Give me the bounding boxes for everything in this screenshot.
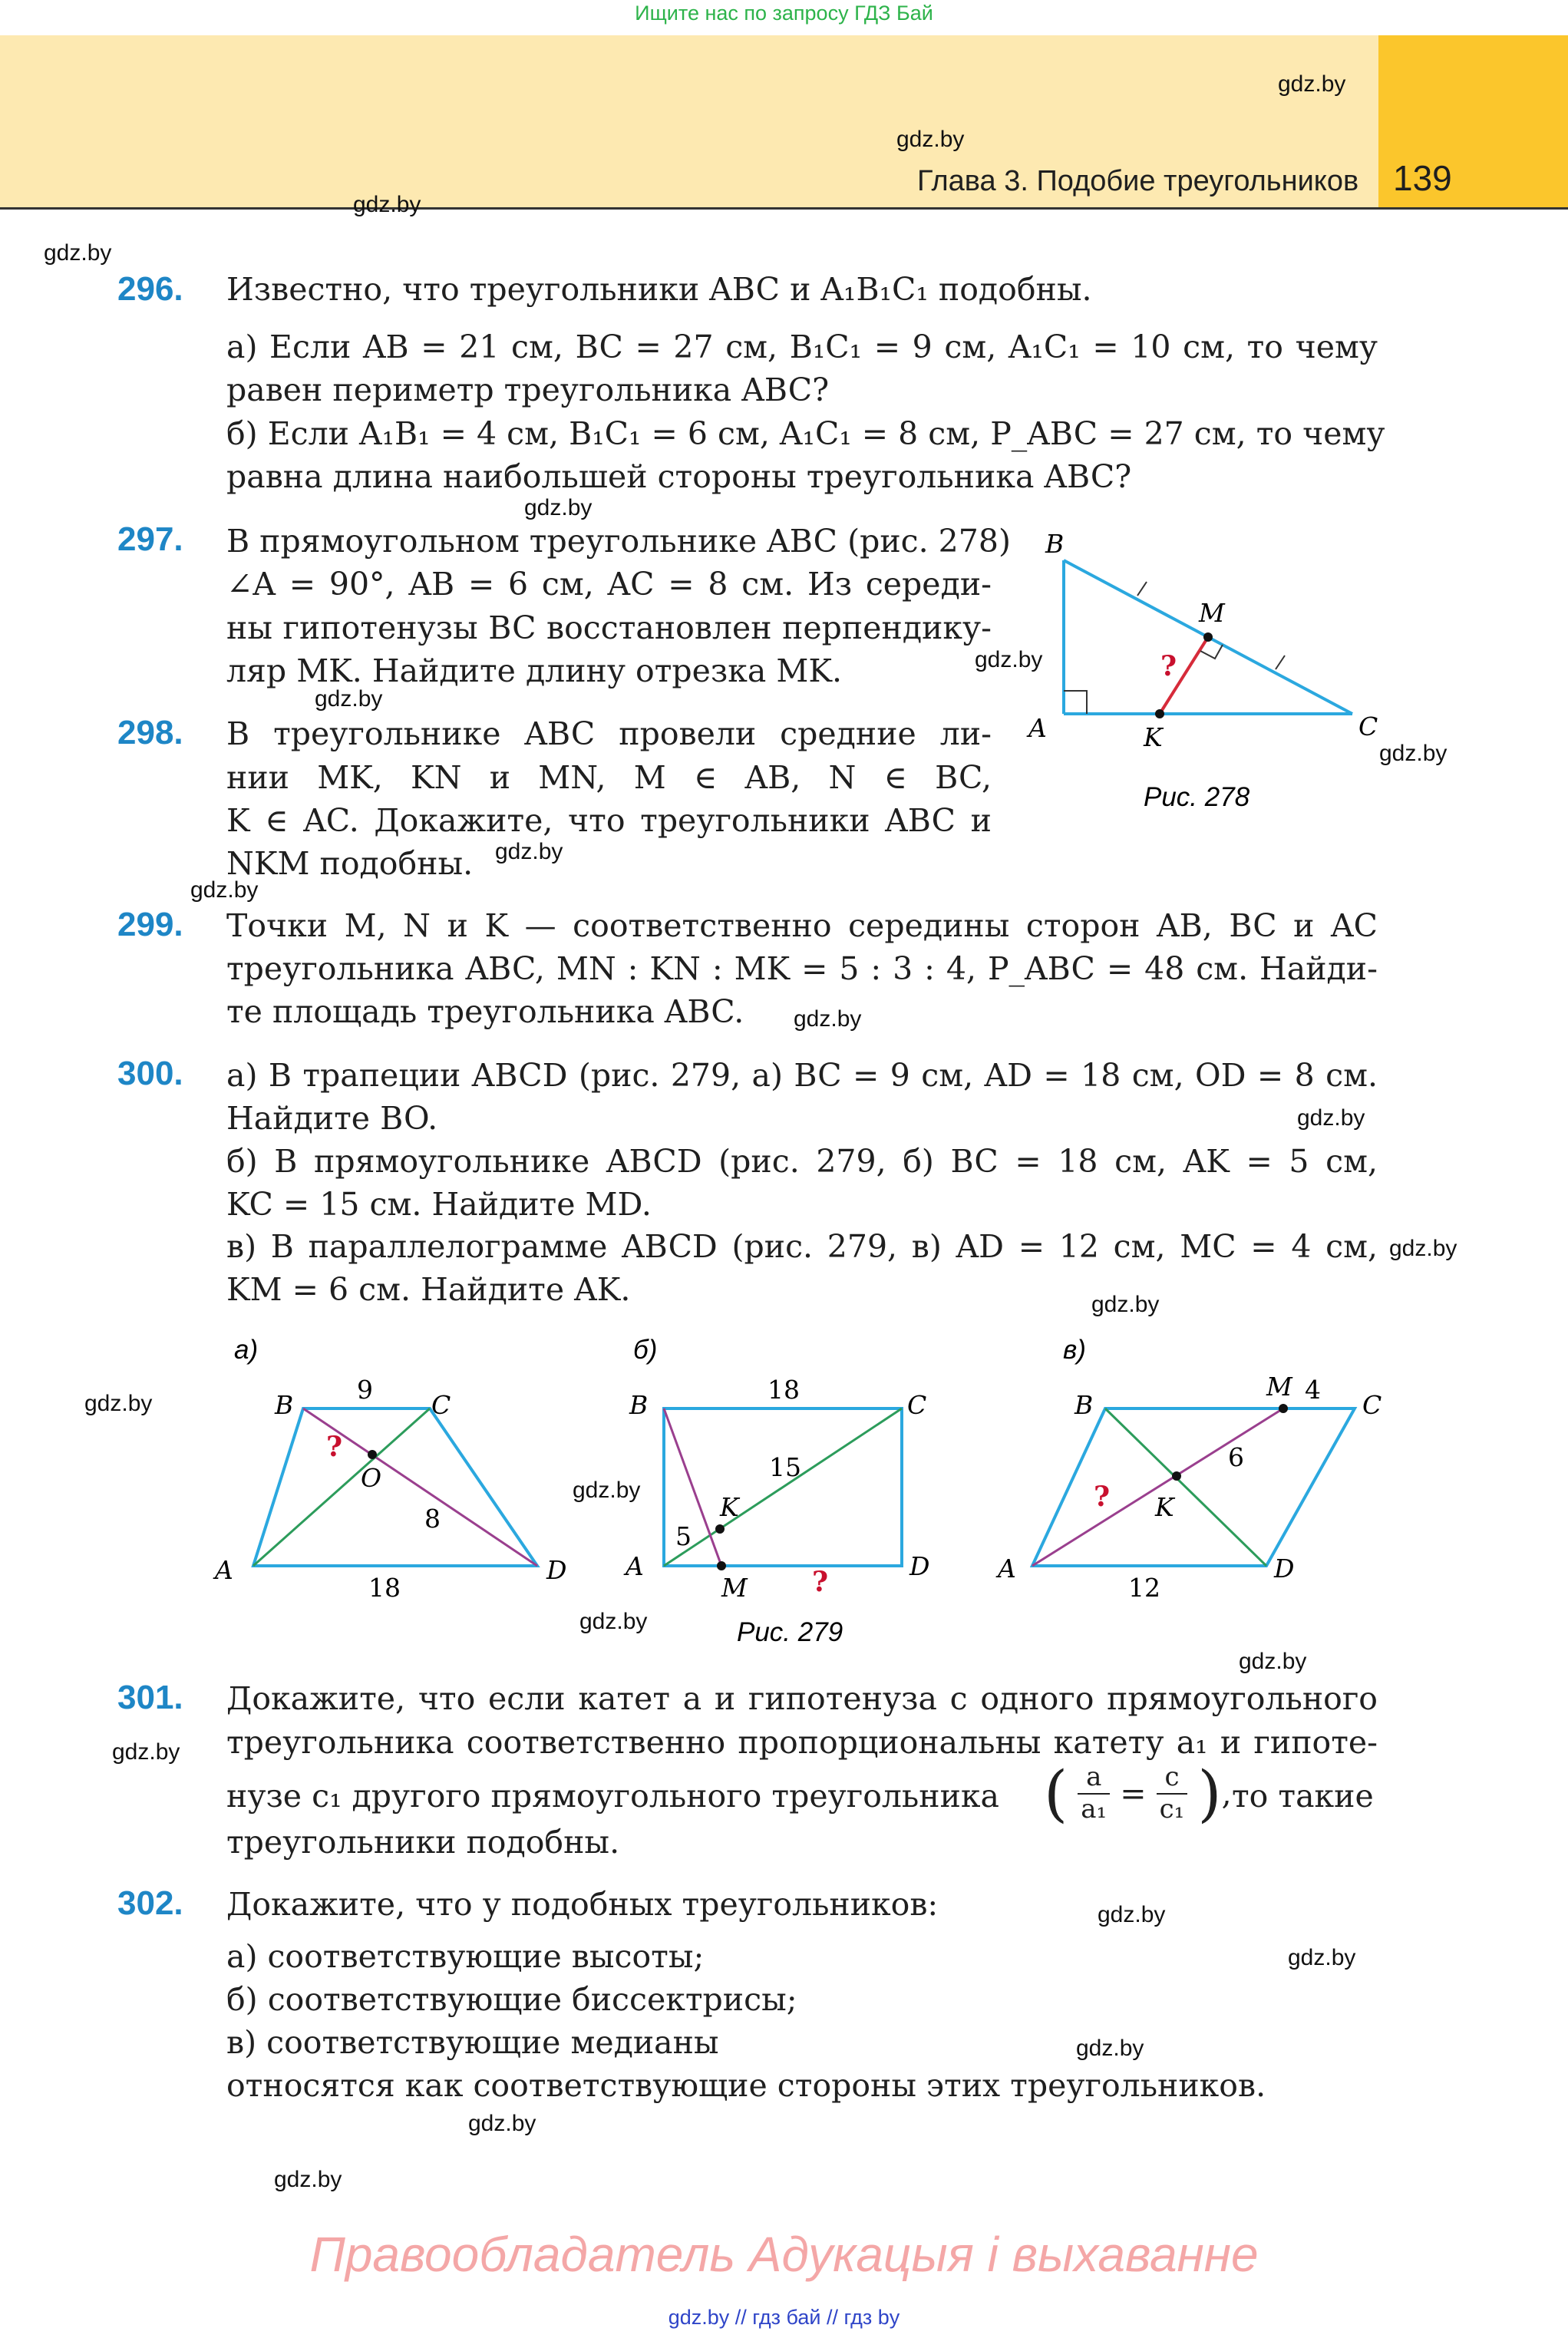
- watermark: gdz.by: [1098, 1902, 1166, 1927]
- label-m: M: [721, 1573, 748, 1603]
- figure-279-a: [213, 1335, 566, 1603]
- problem-text: В треугольнике ABC провели средние ли-: [226, 715, 992, 752]
- label-k: K: [1155, 1492, 1174, 1522]
- label-c: C: [907, 1390, 927, 1420]
- point-k: [715, 1524, 725, 1534]
- subfigure-tag: б): [633, 1335, 658, 1365]
- figure-279-c: [995, 1335, 1381, 1603]
- problem-text: б) Если A₁B₁ = 4 см, B₁C₁ = 6 см, A₁C₁ = 8 см, P_ABC = 27 см, то чему: [226, 415, 1385, 452]
- watermark: gdz.by: [579, 1609, 648, 1634]
- length-bc: 18: [767, 1375, 800, 1405]
- problem-text: в) В параллелограмме ABCD (рис. 279, в) AD = 12 см, MC = 4 см,: [226, 1228, 1378, 1265]
- point-k: [1155, 709, 1164, 718]
- figure-279-b: [623, 1335, 929, 1603]
- watermark: gdz.by: [1091, 1292, 1160, 1317]
- problem-number: 297.: [117, 520, 183, 558]
- problem-text: ны гипотенузы BC восстановлен перпендику-: [226, 609, 992, 646]
- watermark: gdz.by: [274, 2167, 342, 2192]
- segment-bm: [664, 1408, 721, 1566]
- unknown-mark: ?: [326, 1431, 343, 1463]
- point-k: [1172, 1471, 1181, 1481]
- label-a: A: [626, 1551, 644, 1581]
- problem-number: 299.: [117, 906, 183, 943]
- header-divider: [0, 207, 1568, 210]
- problem-number: 300.: [117, 1055, 183, 1092]
- label-a: A: [215, 1555, 233, 1585]
- problem-text: Известно, что треугольники ABC и A₁B₁C₁ подобны.: [226, 271, 1092, 308]
- unknown-mark: ?: [812, 1566, 829, 1598]
- diagonal-ac: [664, 1408, 902, 1566]
- watermark: gdz.by: [84, 1391, 153, 1416]
- watermark: gdz.by: [112, 1739, 180, 1765]
- problem-text: нии MK, KN и MN, M ∈ AB, N ∈ BC,: [226, 759, 992, 796]
- problem-text: Докажите, что если катет a и гипотенуза c одного прямоугольного: [226, 1680, 1378, 1717]
- watermark: gdz.by: [44, 240, 112, 266]
- label-d: D: [1274, 1554, 1295, 1583]
- length-kc: 15: [769, 1452, 801, 1482]
- subfigure-tag: а): [234, 1335, 259, 1365]
- problem-text: а) соответствующие высоты;: [226, 1938, 705, 1975]
- copyright-notice: Правообладатель Адукацыя і выхаванне: [309, 2227, 1259, 2282]
- figure-278: [998, 522, 1428, 821]
- fraction-a-a1: $\frac{a}{\text{a₁}}$: [1078, 1762, 1110, 1824]
- right-angle-mark-a: [1064, 691, 1087, 714]
- problem-text: то такие: [1232, 1778, 1374, 1815]
- proportion-formula: ( $\frac{a}{\text{a₁}}$ = $\frac{c}{\text{c₁}}$ ),: [1044, 1758, 1232, 1829]
- watermark: gdz.by: [1297, 1105, 1365, 1131]
- watermark: gdz.by: [468, 2111, 536, 2136]
- watermark: gdz.by: [1239, 1649, 1307, 1674]
- problem-text: равен периметр треугольника ABC?: [226, 372, 830, 408]
- watermark: gdz.by: [190, 877, 259, 903]
- label-k: K: [720, 1492, 739, 1522]
- figure-caption: Рис. 279: [737, 1617, 843, 1647]
- watermark: gdz.by: [1288, 1945, 1356, 1970]
- label-m: M: [1199, 598, 1225, 628]
- problem-text: Докажите, что у подобных треугольников:: [226, 1886, 939, 1923]
- problem-text: NKM подобны.: [226, 845, 474, 882]
- problem-text: а) Если AB = 21 см, BC = 27 см, B₁C₁ = 9 см, A₁C₁ = 10 см, то чему: [226, 329, 1378, 365]
- length-ak: 5: [675, 1521, 692, 1551]
- chapter-title: Глава 3. Подобие треугольников: [917, 165, 1359, 197]
- label-b: B: [1074, 1390, 1094, 1420]
- label-k: K: [1144, 722, 1163, 752]
- label-c: C: [1358, 712, 1378, 741]
- label-a: A: [1028, 713, 1047, 743]
- problem-text: нузе c₁ другого прямоугольного треугольника: [226, 1778, 999, 1815]
- problem-text: В прямоугольном треугольнике ABC (рис. 278): [226, 523, 1011, 560]
- problem-text: а) В трапеции ABCD (рис. 279, а) BC = 9 см, AD = 18 см, OD = 8 см.: [226, 1057, 1378, 1094]
- page-number: 139: [1393, 158, 1452, 198]
- watermark: gdz.by: [1278, 71, 1346, 97]
- length-ad: 18: [368, 1573, 401, 1603]
- unknown-mark: ?: [1094, 1481, 1111, 1513]
- problem-text: ляр MK. Найдите длину отрезка MK.: [226, 652, 843, 689]
- parallelogram-abcd: [1032, 1408, 1355, 1566]
- problem-text: относятся как соответствующие стороны этих треугольников.: [226, 2067, 1266, 2104]
- watermark: gdz.by: [1389, 1236, 1457, 1261]
- problem-number: 301.: [117, 1679, 183, 1716]
- fraction-c-c1: $\frac{c}{\text{c₁}}$: [1157, 1762, 1188, 1824]
- figure-caption: Рис. 278: [1144, 782, 1250, 812]
- problem-text: в) соответствующие медианы: [226, 2024, 719, 2061]
- problem-text: KM = 6 см. Найдите AK.: [226, 1271, 631, 1308]
- length-bc: 9: [357, 1375, 373, 1405]
- label-m: M: [1266, 1372, 1292, 1402]
- footer-links[interactable]: gdz.by // гдз бай // гдз by: [668, 2306, 900, 2329]
- watermark: gdz.by: [975, 647, 1043, 672]
- label-c: C: [431, 1390, 451, 1420]
- problem-text: треугольники подобны.: [226, 1824, 620, 1861]
- watermark: gdz.by: [315, 686, 383, 712]
- problem-text: K ∈ AC. Докажите, что треугольники ABC и: [226, 802, 992, 839]
- label-b: B: [1045, 529, 1065, 559]
- point-m: [1279, 1404, 1288, 1413]
- diagonal-bd: [1105, 1408, 1266, 1566]
- problem-text: Точки M, N и K — соответственно середины сторон AB, BC и AC: [226, 907, 1378, 944]
- watermark: gdz.by: [1076, 2036, 1144, 2061]
- label-c: C: [1362, 1390, 1382, 1420]
- watermark: gdz.by: [1379, 741, 1448, 766]
- trapezoid-abcd: [253, 1408, 537, 1566]
- watermark: gdz.by: [495, 839, 563, 864]
- watermark: gdz.by: [573, 1478, 641, 1503]
- problem-number: 298.: [117, 714, 183, 751]
- tick-mark: [1276, 655, 1285, 669]
- problem-text: треугольника ABC, MN : KN : MK = 5 : 3 : 4, P_ABC = 48 см. Найди-: [226, 950, 1378, 987]
- label-d: D: [546, 1555, 567, 1585]
- tick-mark: [1137, 582, 1147, 596]
- problem-text: те площадь треугольника ABC.: [226, 993, 744, 1030]
- point-m: [1203, 632, 1213, 642]
- watermark: gdz.by: [524, 495, 593, 520]
- label-o: O: [361, 1463, 382, 1493]
- length-mc: 4: [1305, 1375, 1321, 1405]
- problem-text: Найдите BO.: [226, 1100, 438, 1137]
- problem-number: 296.: [117, 270, 183, 308]
- problem-number: 302.: [117, 1884, 183, 1922]
- figure-279: [192, 1328, 1435, 1658]
- problem-text: б) В прямоугольнике ABCD (рис. 279, б) BC = 18 см, AK = 5 см,: [226, 1143, 1378, 1180]
- subfigure-tag: в): [1063, 1335, 1086, 1365]
- problem-text: равна длина наибольшей стороны треугольника ABC?: [226, 458, 1132, 495]
- label-b: B: [629, 1390, 649, 1420]
- problem-text: б) соответствующие биссектрисы;: [226, 1981, 797, 2018]
- problem-text: KC = 15 см. Найдите MD.: [226, 1186, 652, 1223]
- length-ad: 12: [1128, 1573, 1160, 1603]
- problem-text: ∠A = 90°, AB = 6 см, AC = 8 см. Из середи-: [226, 566, 992, 603]
- length-km: 6: [1228, 1442, 1244, 1472]
- label-d: D: [909, 1551, 930, 1581]
- watermark: gdz.by: [353, 192, 421, 217]
- unknown-mark: ?: [1160, 650, 1177, 682]
- point-m: [717, 1561, 726, 1570]
- watermark: gdz.by: [794, 1006, 862, 1032]
- watermark: gdz.by: [896, 127, 965, 152]
- point-o: [368, 1450, 377, 1459]
- problem-text: треугольника соответственно пропорциональны катету a₁ и гипоте-: [226, 1724, 1378, 1761]
- label-b: B: [275, 1390, 294, 1420]
- top-search-note: Ищите нас по запросу ГДЗ Бай: [635, 2, 933, 25]
- length-od: 8: [424, 1504, 441, 1534]
- label-a: A: [998, 1554, 1016, 1583]
